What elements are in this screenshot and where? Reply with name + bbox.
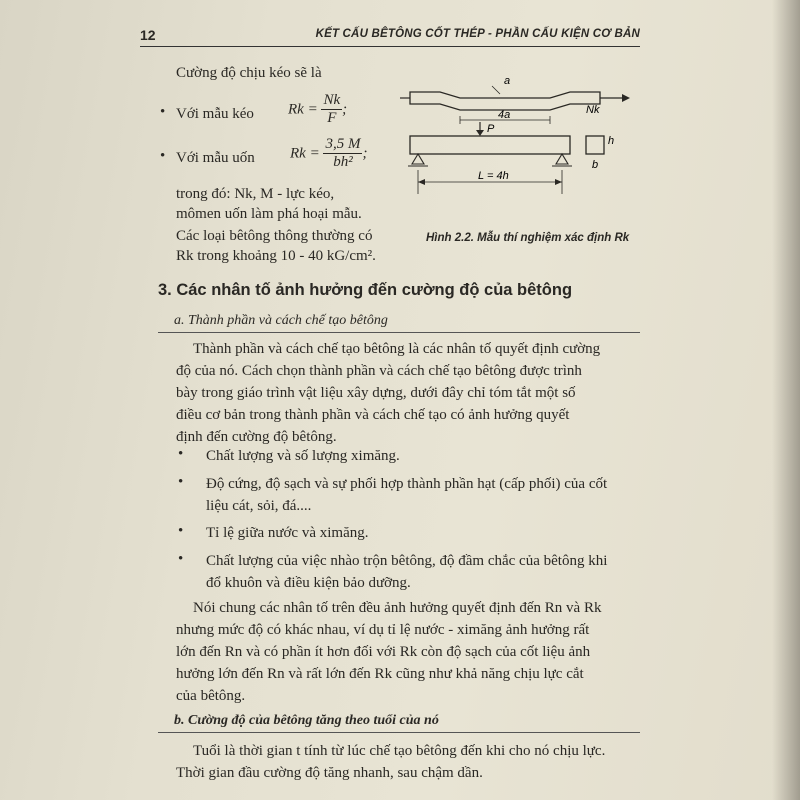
tension-label: Với mẫu kéo [176, 106, 254, 122]
subsection-a-title: a. Thành phần và cách chế tạo bêtông [174, 313, 388, 328]
bullet-dot: • [178, 446, 184, 462]
para1-line: Thành phần và cách chế tạo bêtông là các nhân tố quyết định cường [193, 341, 601, 357]
para2-line: Nói chung các nhân tố trên đều ảnh hưởng quyết định đến Rn và Rk [193, 600, 602, 616]
factor-item: Chất lượng của việc nhào trộn bêtông, độ đầm chắc của bêtông khi [206, 553, 608, 569]
para2-line: nhưng mức độ có khác nhau, ví dụ tỉ lệ nước - ximăng ảnh hưởng rất [176, 622, 590, 638]
page-edge-shadow [772, 0, 800, 800]
factor-item-cont: đổ khuôn và điều kiện bảo dưỡng. [206, 575, 411, 591]
strength-intro: Cường độ chịu kéo sẽ là [176, 65, 322, 81]
section-title: 3. Các nhân tố ảnh hưởng đến cường độ của bêtông [158, 281, 573, 299]
bullet-dot: • [178, 474, 184, 490]
para1-line: điều cơ bản trong thành phần và cách chế tạo có ảnh hưởng quyết [176, 407, 570, 423]
para2-line: lớn đến Rn và có phần ít hơn đối với Rk còn độ sạch của cốt liệu ảnh [176, 644, 591, 660]
tension-numerator: Nk [323, 92, 341, 108]
subsection-rule [158, 332, 640, 333]
types-line-1: Các loại bêtông thông thường có [176, 228, 373, 244]
page-number: 12 [140, 27, 156, 43]
factor-item: Tỉ lệ giữa nước và ximăng. [206, 525, 369, 541]
bending-lhs: Rk = [290, 145, 320, 162]
para1-line: bày trong giáo trình vật liệu xây dựng, dưới đây chỉ tóm tắt một số [176, 385, 576, 401]
tension-specimen [410, 92, 600, 110]
tension-formula: Rk = $\frac{Nk}{F}$ ; [288, 92, 348, 126]
factor-item: Chất lượng và số lượng ximăng. [206, 448, 400, 464]
fig-label-a: a [504, 75, 511, 87]
bending-beam [410, 136, 570, 154]
bending-formula: Rk = $\frac{3,5 M}{\text{bh²}}$ ; [290, 136, 368, 170]
para1-line: định đến cường độ bêtông. [176, 429, 337, 445]
types-line-2: Rk trong khoảng 10 - 40 kG/cm². [176, 248, 376, 264]
fig-label-b: b [592, 159, 599, 171]
fig-label-nk: Nk [586, 104, 600, 116]
factor-item: Độ cứng, độ sạch và sự phối hợp thành phần hạt (cấp phối) của cốt [206, 476, 608, 492]
bending-denominator: bh² [333, 154, 353, 170]
where-line-2: mômen uốn làm phá hoại mẫu. [176, 206, 362, 222]
specimen-figure [400, 72, 640, 232]
bullet-dot: • [160, 104, 166, 120]
tension-lhs: Rk = [288, 101, 318, 118]
bending-fraction [323, 136, 362, 171]
para2-line: của bêtông. [176, 688, 246, 704]
bullet-dot: • [178, 523, 184, 539]
tension-denominator: F [327, 110, 337, 126]
bending-numerator: 3,5 M [325, 136, 361, 152]
bending-label: Với mẫu uốn [176, 150, 255, 166]
tension-fraction [321, 92, 342, 127]
where-line-1: trong đó: Nk, M - lực kéo, [176, 186, 335, 202]
para3-line: Tuổi là thời gian t tính từ lúc chế tạo bêtông đến khi cho nó chịu lực. [193, 743, 606, 759]
factor-item-cont: liệu cát, sỏi, đá.... [206, 498, 312, 514]
beam-cross-section [586, 136, 604, 154]
arrow-head [622, 94, 630, 102]
para1-line: độ của nó. Cách chọn thành phần và cách chế tạo bêtông được trình [176, 363, 582, 379]
fig-label-4a: 4a [498, 109, 511, 121]
fig-label-p: P [487, 123, 495, 135]
right-support [556, 154, 568, 164]
left-support [412, 154, 424, 164]
running-title: KẾT CẤU BÊTÔNG CỐT THÉP - PHẦN CẤU KIỆN CƠ BẢN [315, 28, 640, 40]
fig-label-l: L = 4h [478, 170, 509, 182]
page-header [140, 26, 640, 47]
para3-line: Thời gian đầu cường độ tăng nhanh, sau chậm dần. [176, 765, 483, 781]
subsection-rule [158, 732, 640, 733]
bullet-dot: • [160, 148, 166, 164]
figure-caption: Hình 2.2. Mẫu thí nghiệm xác định Rk [426, 232, 630, 244]
bullet-dot: • [178, 551, 184, 567]
fig-label-h: h [608, 135, 615, 147]
para2-line: hưởng lớn đến Rn và rất lớn đến Rk cũng như khả năng chịu lực cắt [176, 666, 584, 682]
subsection-b-title: b. Cường độ của bêtông tăng theo tuổi của nó [174, 713, 439, 728]
